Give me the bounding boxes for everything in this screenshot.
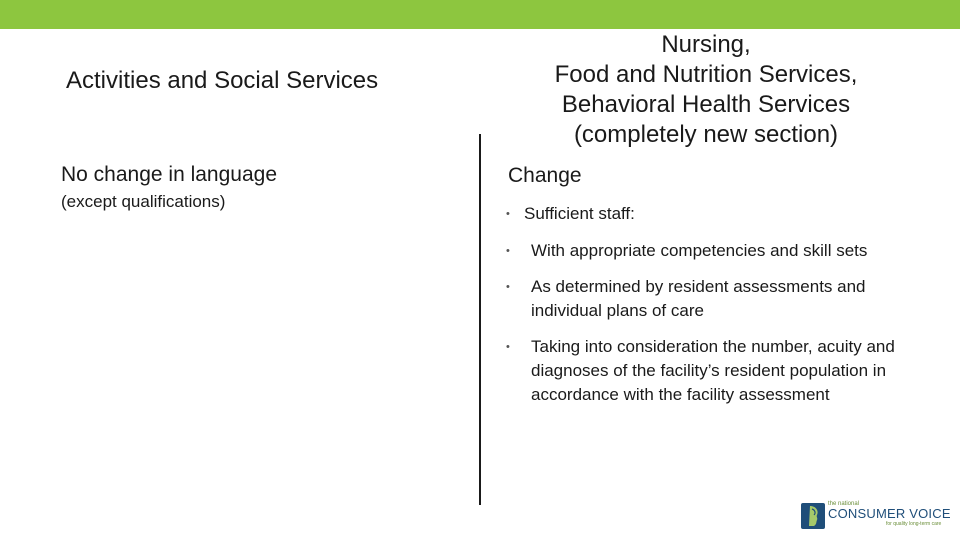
logo-tagline: for quality long-term care xyxy=(886,521,942,527)
bullet-icon: • xyxy=(506,245,510,257)
left-column-note: (except qualifications) xyxy=(61,192,226,211)
logo-name: CONSUMER VOICE xyxy=(828,506,951,521)
right-heading-line-3: Behavioral Health Services xyxy=(561,91,851,118)
sub-bullet-item xyxy=(506,275,901,323)
left-column-subheading: No change in language xyxy=(61,163,278,186)
bullet-icon: • xyxy=(506,281,510,293)
main-bullet-item xyxy=(506,203,635,225)
right-column-subheading: Change xyxy=(508,164,582,187)
logo-kicker: the national xyxy=(828,501,860,507)
bullet-icon: • xyxy=(506,208,510,220)
bullet-icon: • xyxy=(506,341,510,353)
sub-bullet-item xyxy=(506,239,901,263)
right-heading-line-2: Food and Nutrition Services, xyxy=(554,61,858,88)
sub-bullet-item xyxy=(506,335,901,407)
right-heading-line-1: Nursing, xyxy=(661,31,751,58)
column-divider xyxy=(479,134,481,505)
sub-bullet-list xyxy=(506,239,901,419)
consumer-voice-logo-icon xyxy=(801,503,825,529)
main-bullet-text: Sufficient staff: xyxy=(524,204,635,223)
consumer-voice-logo xyxy=(801,501,951,531)
sub-bullet-text: Taking into consideration the number, acuity and diagnoses of the facility’s resident population in accordance with the facility assessment xyxy=(531,337,895,404)
sub-bullet-text: With appropriate competencies and skill sets xyxy=(531,241,868,260)
top-accent-bar xyxy=(0,0,960,29)
right-column-heading xyxy=(500,30,912,150)
left-column-heading: Activities and Social Services xyxy=(66,67,379,94)
sub-bullet-text: As determined by resident assessments and individual plans of care xyxy=(531,277,866,320)
right-heading-line-4: (completely new section) xyxy=(573,121,839,148)
